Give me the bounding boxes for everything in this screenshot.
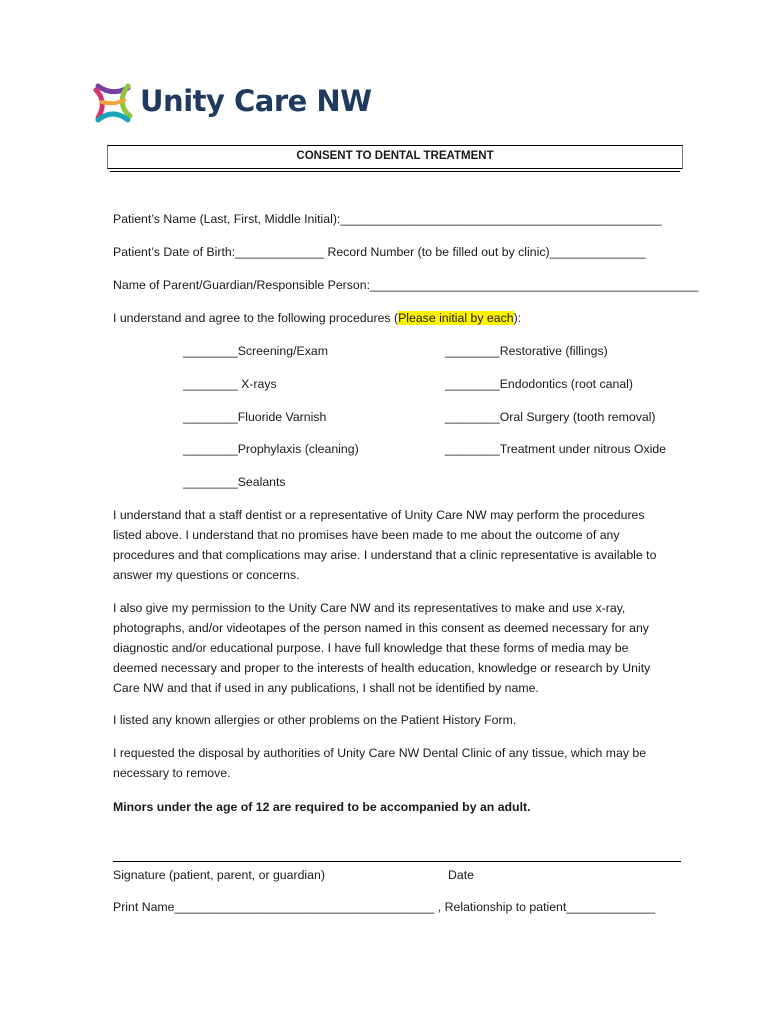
procedure-screening[interactable]: ________Screening/Exam [183,344,328,358]
signature-line[interactable] [113,861,681,862]
consent-paragraph-4: I requested the disposal by authorities of Unity Care NW Dental Clinic of any tissue, which may be necessary to remove. [113,746,647,780]
guardian-name-field[interactable]: Name of Parent/Guardian/Responsible Person:________________________________________________ [113,278,699,292]
logo-wordmark: Unity Care NW [140,84,372,118]
procedure-nitrous-oxide[interactable]: ________Treatment under nitrous Oxide [445,442,667,456]
title-box [107,145,683,169]
dob-record-field[interactable]: Patient’s Date of Birth:_____________ Record Number (to be filled out by clinic)______________ [113,245,646,259]
patient-name-field[interactable]: Patient’s Name (Last, First, Middle Initial):_______________________________________________ [113,212,662,226]
print-name-field[interactable]: Print Name______________________________________ , Relationship to patient_____________ [113,900,656,914]
signature-label: Signature (patient, parent, or guardian) [113,868,325,882]
procedure-fluoride[interactable]: ________Fluoride Varnish [183,410,327,424]
procedure-restorative[interactable]: ________Restorative (fillings) [445,344,608,358]
consent-paragraph-3: I listed any known allergies or other problems on the Patient History Form. [113,713,517,727]
consent-paragraph-2: I also give my permission to the Unity Care NW and its representatives to make and use x-ray, photographs, and/or videotapes of the person named in this consent as deemed necessary for any diagnostic and/or educational purpose. I have full knowledge that these forms of media may be deemed necessary and proper to the interests of health education, knowledge or research by Unity Care NW and that if used in any publications, I shall not be identified by name. [113,601,651,695]
procedure-xrays[interactable]: ________ X-rays [183,377,277,391]
procedure-oral-surgery[interactable]: ________Oral Surgery (tooth removal) [445,410,656,424]
consent-paragraph-1: I understand that a staff dentist or a representative of Unity Care NW may perform the procedures listed above. I understand that no promises have been made to me about the outcome of any procedures and that complications may arise. I understand that a clinic representative is available to answer my questions or concerns. [113,508,657,582]
initial-instruction-highlight: Please initial by each [398,311,514,325]
procedure-endodontics[interactable]: ________Endodontics (root canal) [445,377,634,391]
procedures-intro-end: ): [513,311,522,325]
procedures-intro [113,311,521,325]
page-title: CONSENT TO DENTAL TREATMENT [296,150,494,162]
unity-care-logo-icon [90,80,136,126]
procedure-sealants[interactable]: ________Sealants [183,475,286,489]
date-label: Date [448,868,474,882]
procedures-intro-text: I understand and agree to the following procedures ( [113,311,399,325]
minors-notice: Minors under the age of 12 are required to be accompanied by an adult. [113,800,531,814]
procedure-prophylaxis[interactable]: ________Prophylaxis (cleaning) [183,442,359,456]
